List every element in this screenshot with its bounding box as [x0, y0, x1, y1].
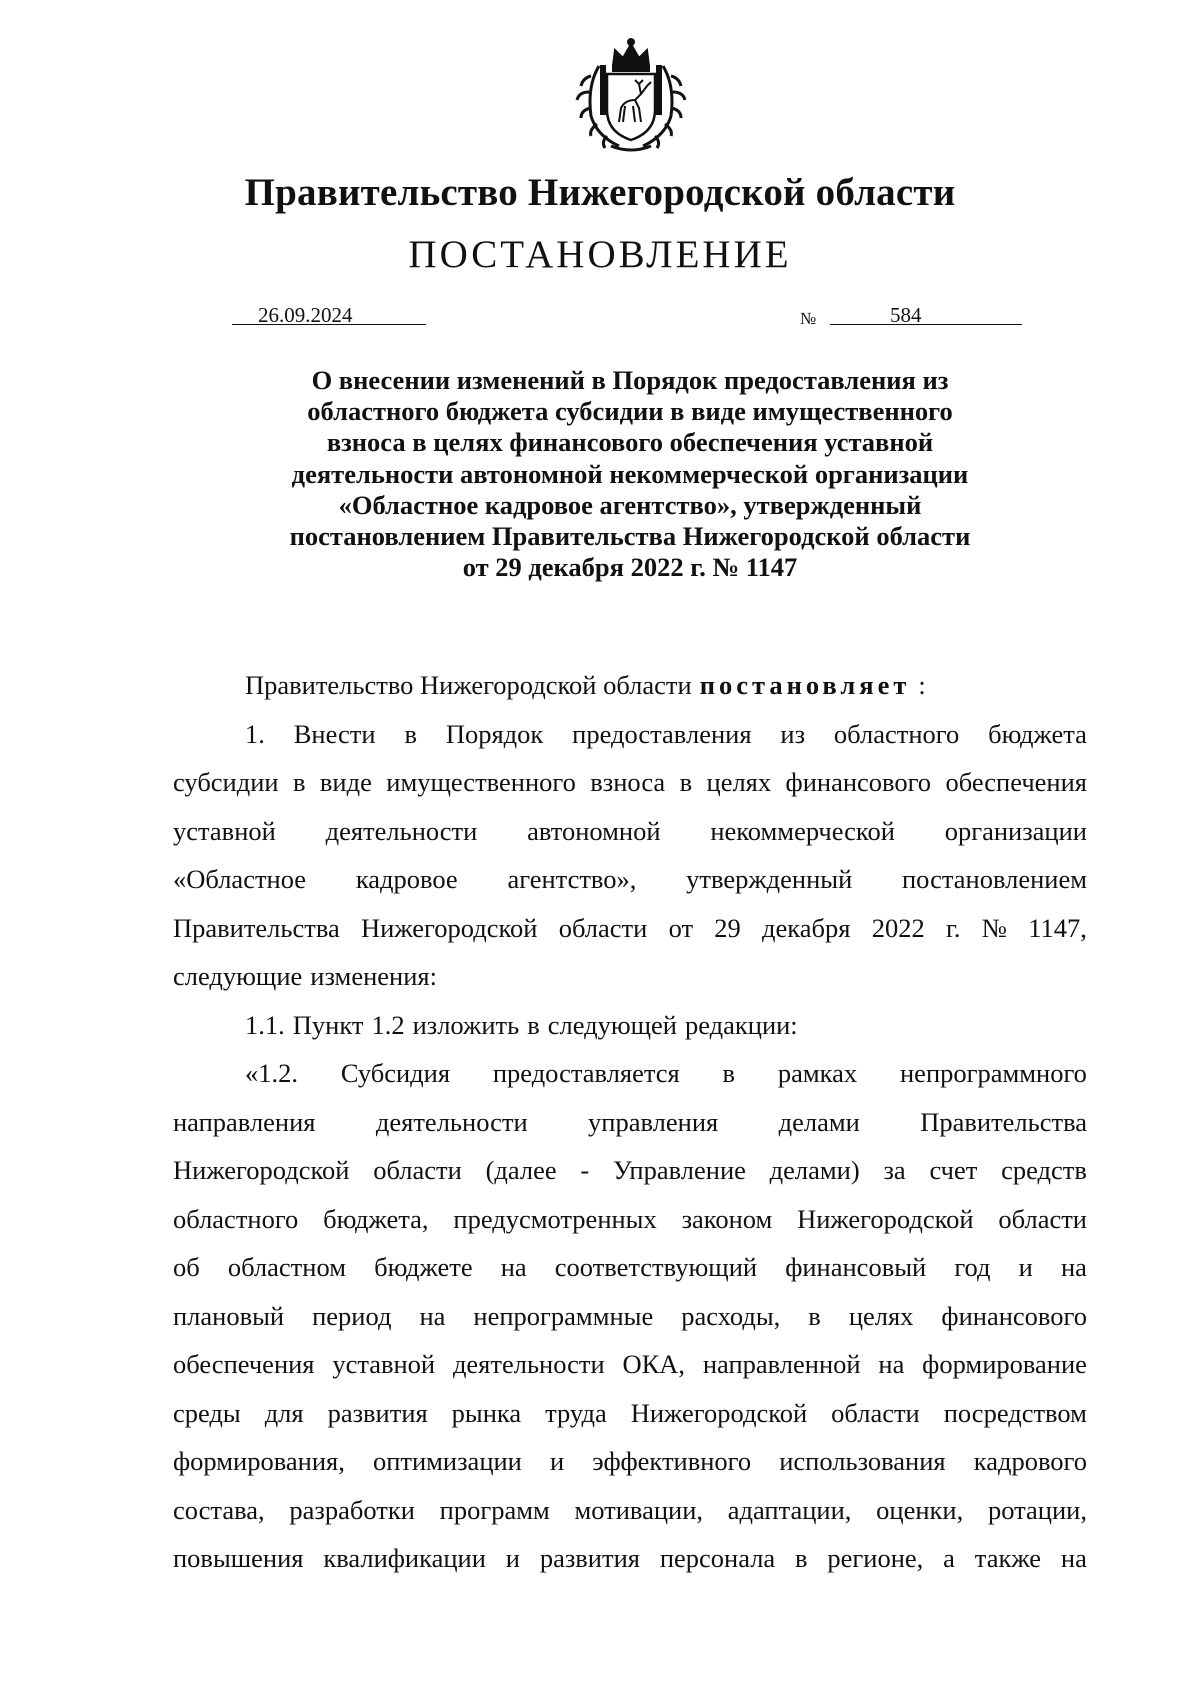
body-line — [173, 1243, 1087, 1292]
body-word: плановый — [173, 1300, 285, 1331]
body-word: счет — [929, 1155, 978, 1185]
body-word: взноса — [590, 767, 666, 797]
body-word: в — [404, 718, 417, 749]
preamble-line — [173, 661, 1087, 710]
document-type: ПОСТАНОВЛЕНИЕ — [408, 233, 792, 276]
body-word: Субсидия — [340, 1058, 451, 1088]
body-line — [173, 1292, 1087, 1341]
body-word: также — [974, 1543, 1042, 1573]
body-word: делами) — [769, 1155, 860, 1185]
body-word: предоставления — [572, 718, 752, 749]
body-word: 1.2 — [371, 1009, 405, 1040]
document-number: 584 — [890, 303, 922, 327]
body-word: № — [981, 912, 1008, 943]
body-word: на — [419, 1300, 446, 1331]
document-body — [173, 661, 1087, 1583]
body-word: виде — [319, 767, 372, 797]
body-word: на — [1060, 1543, 1087, 1573]
preamble-colon: : — [918, 670, 926, 700]
body-word: оценки, — [876, 1494, 964, 1525]
body-word: Порядок — [445, 718, 544, 749]
body-word: непрограммного — [900, 1058, 1087, 1088]
body-word: для — [264, 1397, 304, 1428]
body-word: «1.2. — [245, 1058, 298, 1088]
body-word: направленной — [702, 1349, 861, 1379]
body-word: формирования, — [173, 1446, 345, 1476]
body-word: областном — [227, 1252, 346, 1282]
date-underline — [232, 324, 426, 325]
body-word: областного — [173, 1203, 299, 1234]
body-word: Нижегородской — [630, 1397, 808, 1428]
body-word: следующие — [173, 961, 303, 991]
body-word: квалификации — [323, 1543, 486, 1573]
body-word: агентство», — [507, 864, 637, 894]
coat-of-arms-emblem — [569, 36, 693, 154]
body-word: 1.1. — [245, 1009, 285, 1040]
body-word: в — [293, 767, 306, 797]
body-word: автономной — [527, 815, 661, 846]
body-word: рамках — [777, 1058, 858, 1088]
body-word: уставной — [173, 815, 276, 846]
body-line — [173, 1340, 1087, 1389]
heading-line: О внесении изменений в Порядок предоставления из — [311, 365, 949, 395]
body-word: Нижегородской — [361, 912, 538, 943]
body-word: предусмотренных — [453, 1203, 657, 1234]
body-word: управления — [588, 1106, 719, 1137]
body-word: эффективного — [592, 1446, 752, 1476]
body-word: области — [998, 1203, 1087, 1234]
body-word: «Областное — [173, 864, 307, 894]
body-word: программ — [439, 1494, 550, 1525]
body-word: ОКА, — [622, 1349, 686, 1379]
body-word: а — [943, 1543, 955, 1573]
body-word: деятельности — [325, 815, 478, 846]
body-word: Правительства — [173, 912, 340, 943]
body-word: Правительства — [920, 1106, 1087, 1137]
body-word: изложить — [412, 1009, 520, 1040]
body-word: и — [1018, 1252, 1033, 1282]
body-word: бюджета — [988, 718, 1087, 749]
body-line — [173, 1534, 1087, 1583]
body-word: регионе, — [827, 1543, 924, 1573]
body-word: в — [679, 767, 693, 797]
body-word: посредством — [943, 1397, 1087, 1428]
body-word: деятельности — [375, 1106, 528, 1137]
body-word: делами — [778, 1106, 860, 1137]
body-word: расходы, — [681, 1300, 781, 1331]
body-word: разработки — [289, 1494, 415, 1525]
heading-line: областного бюджета субсидии в виде имущественного — [307, 396, 953, 427]
body-line — [173, 904, 1087, 953]
body-word: редакции: — [684, 1009, 798, 1040]
body-line — [173, 1001, 1087, 1050]
body-word: г. — [945, 912, 961, 943]
body-word: в — [722, 1058, 736, 1088]
body-word: следующей — [547, 1009, 677, 1040]
body-word: обеспечения — [945, 767, 1087, 797]
body-word: Пункт — [292, 1009, 364, 1040]
document-heading — [200, 365, 1060, 583]
body-word: области — [558, 912, 648, 943]
body-word: на — [1060, 1252, 1087, 1282]
body-word: направления — [173, 1106, 316, 1137]
government-title: Правительство Нижегородской области — [244, 171, 956, 214]
body-line — [173, 758, 1087, 807]
body-line — [173, 952, 1087, 1001]
body-word: на — [500, 1252, 527, 1282]
body-line — [173, 1389, 1087, 1438]
body-word: и — [549, 1446, 565, 1476]
heading-line: деятельности автономной некоммерческой организации — [291, 458, 969, 489]
heading-line: взноса в целях финансового обеспечения уставной — [326, 427, 934, 458]
body-word: из — [780, 718, 806, 749]
body-word: мотивации, — [574, 1494, 704, 1525]
number-underline — [830, 324, 1022, 325]
body-word: Нижегородской — [797, 1203, 974, 1234]
body-word: и — [505, 1543, 520, 1573]
body-word: кадрового — [973, 1446, 1087, 1476]
preamble-keyword: постановляет — [699, 670, 911, 700]
body-word: законом — [681, 1203, 773, 1234]
body-word: повышения — [173, 1543, 304, 1573]
heading-line: «Областное кадровое агентство», утвержденный — [338, 489, 922, 520]
body-word: рынка — [451, 1397, 522, 1428]
body-word: средств — [1001, 1155, 1087, 1185]
body-word: предоставляется — [492, 1058, 680, 1088]
body-word: развития — [539, 1543, 640, 1573]
body-line — [173, 855, 1087, 904]
heading-line: от 29 декабря 2022 г. № 1147 — [462, 552, 798, 583]
body-word: 1. — [245, 718, 265, 749]
body-word: Внести — [293, 718, 376, 749]
body-word: состава, — [173, 1494, 265, 1525]
body-word: формирование — [922, 1349, 1087, 1379]
body-word: финансовый — [785, 1252, 927, 1282]
body-word: бюджета, — [323, 1203, 429, 1234]
body-line — [173, 1195, 1087, 1244]
body-word: декабря — [762, 912, 851, 943]
body-word: областного — [833, 718, 960, 749]
preamble-text: Правительство Нижегородской области — [245, 670, 692, 700]
body-word: бюджете — [374, 1252, 473, 1282]
body-word: уставной — [332, 1349, 436, 1379]
body-word: в — [808, 1300, 821, 1331]
body-line — [173, 1486, 1087, 1535]
body-word: от — [668, 912, 694, 943]
document-date: 26.09.2024 — [258, 303, 353, 327]
body-word: соответствующий — [554, 1252, 758, 1282]
body-word: области — [831, 1397, 920, 1428]
body-word: ротации, — [987, 1494, 1087, 1525]
body-word: кадровое — [355, 864, 458, 894]
body-word: финансового — [785, 767, 932, 797]
body-word: целях — [706, 767, 772, 797]
body-word: постановлением — [902, 864, 1087, 894]
body-word: за — [883, 1155, 906, 1185]
body-word: персонала — [659, 1543, 776, 1573]
body-word: области — [373, 1155, 462, 1185]
body-word: непрограммные — [473, 1300, 654, 1331]
body-word: в — [527, 1009, 540, 1040]
body-word: на — [878, 1349, 905, 1379]
body-word: субсидии — [173, 767, 279, 797]
body-line — [173, 1146, 1087, 1195]
body-word: труда — [545, 1397, 607, 1428]
body-word: финансового — [941, 1300, 1087, 1331]
body-word: 29 — [714, 912, 741, 943]
body-word: обеспечения — [173, 1349, 315, 1379]
body-word: оптимизации — [372, 1446, 522, 1476]
body-word: об — [173, 1252, 200, 1282]
body-word: среды — [173, 1397, 241, 1428]
body-word: год — [954, 1252, 991, 1282]
body-word: Управление — [613, 1155, 746, 1185]
body-word: период — [312, 1300, 392, 1331]
body-word: изменения: — [310, 961, 437, 991]
body-line — [173, 1049, 1087, 1098]
body-word: в — [795, 1543, 808, 1573]
body-word: развития — [327, 1397, 428, 1428]
body-line — [173, 710, 1087, 759]
number-sign: № — [800, 309, 817, 328]
body-word: 1147, — [1028, 912, 1087, 943]
body-word: деятельности — [452, 1349, 605, 1379]
body-word: адаптации, — [727, 1494, 852, 1525]
body-line — [173, 1437, 1087, 1486]
body-word: 2022 — [871, 912, 925, 943]
body-line — [173, 807, 1087, 856]
body-word: (далее — [485, 1155, 557, 1185]
body-word: использования — [779, 1446, 946, 1476]
body-line — [173, 1098, 1087, 1147]
body-word: Нижегородской — [173, 1155, 350, 1185]
body-word: - — [580, 1155, 590, 1185]
body-word: утвержденный — [686, 864, 853, 894]
heading-line: постановлением Правительства Нижегородской области — [289, 521, 971, 552]
body-word: некоммерческой — [710, 815, 895, 846]
body-word: организации — [944, 815, 1087, 846]
body-word: имущественного — [386, 767, 576, 797]
body-word: целях — [848, 1300, 914, 1331]
